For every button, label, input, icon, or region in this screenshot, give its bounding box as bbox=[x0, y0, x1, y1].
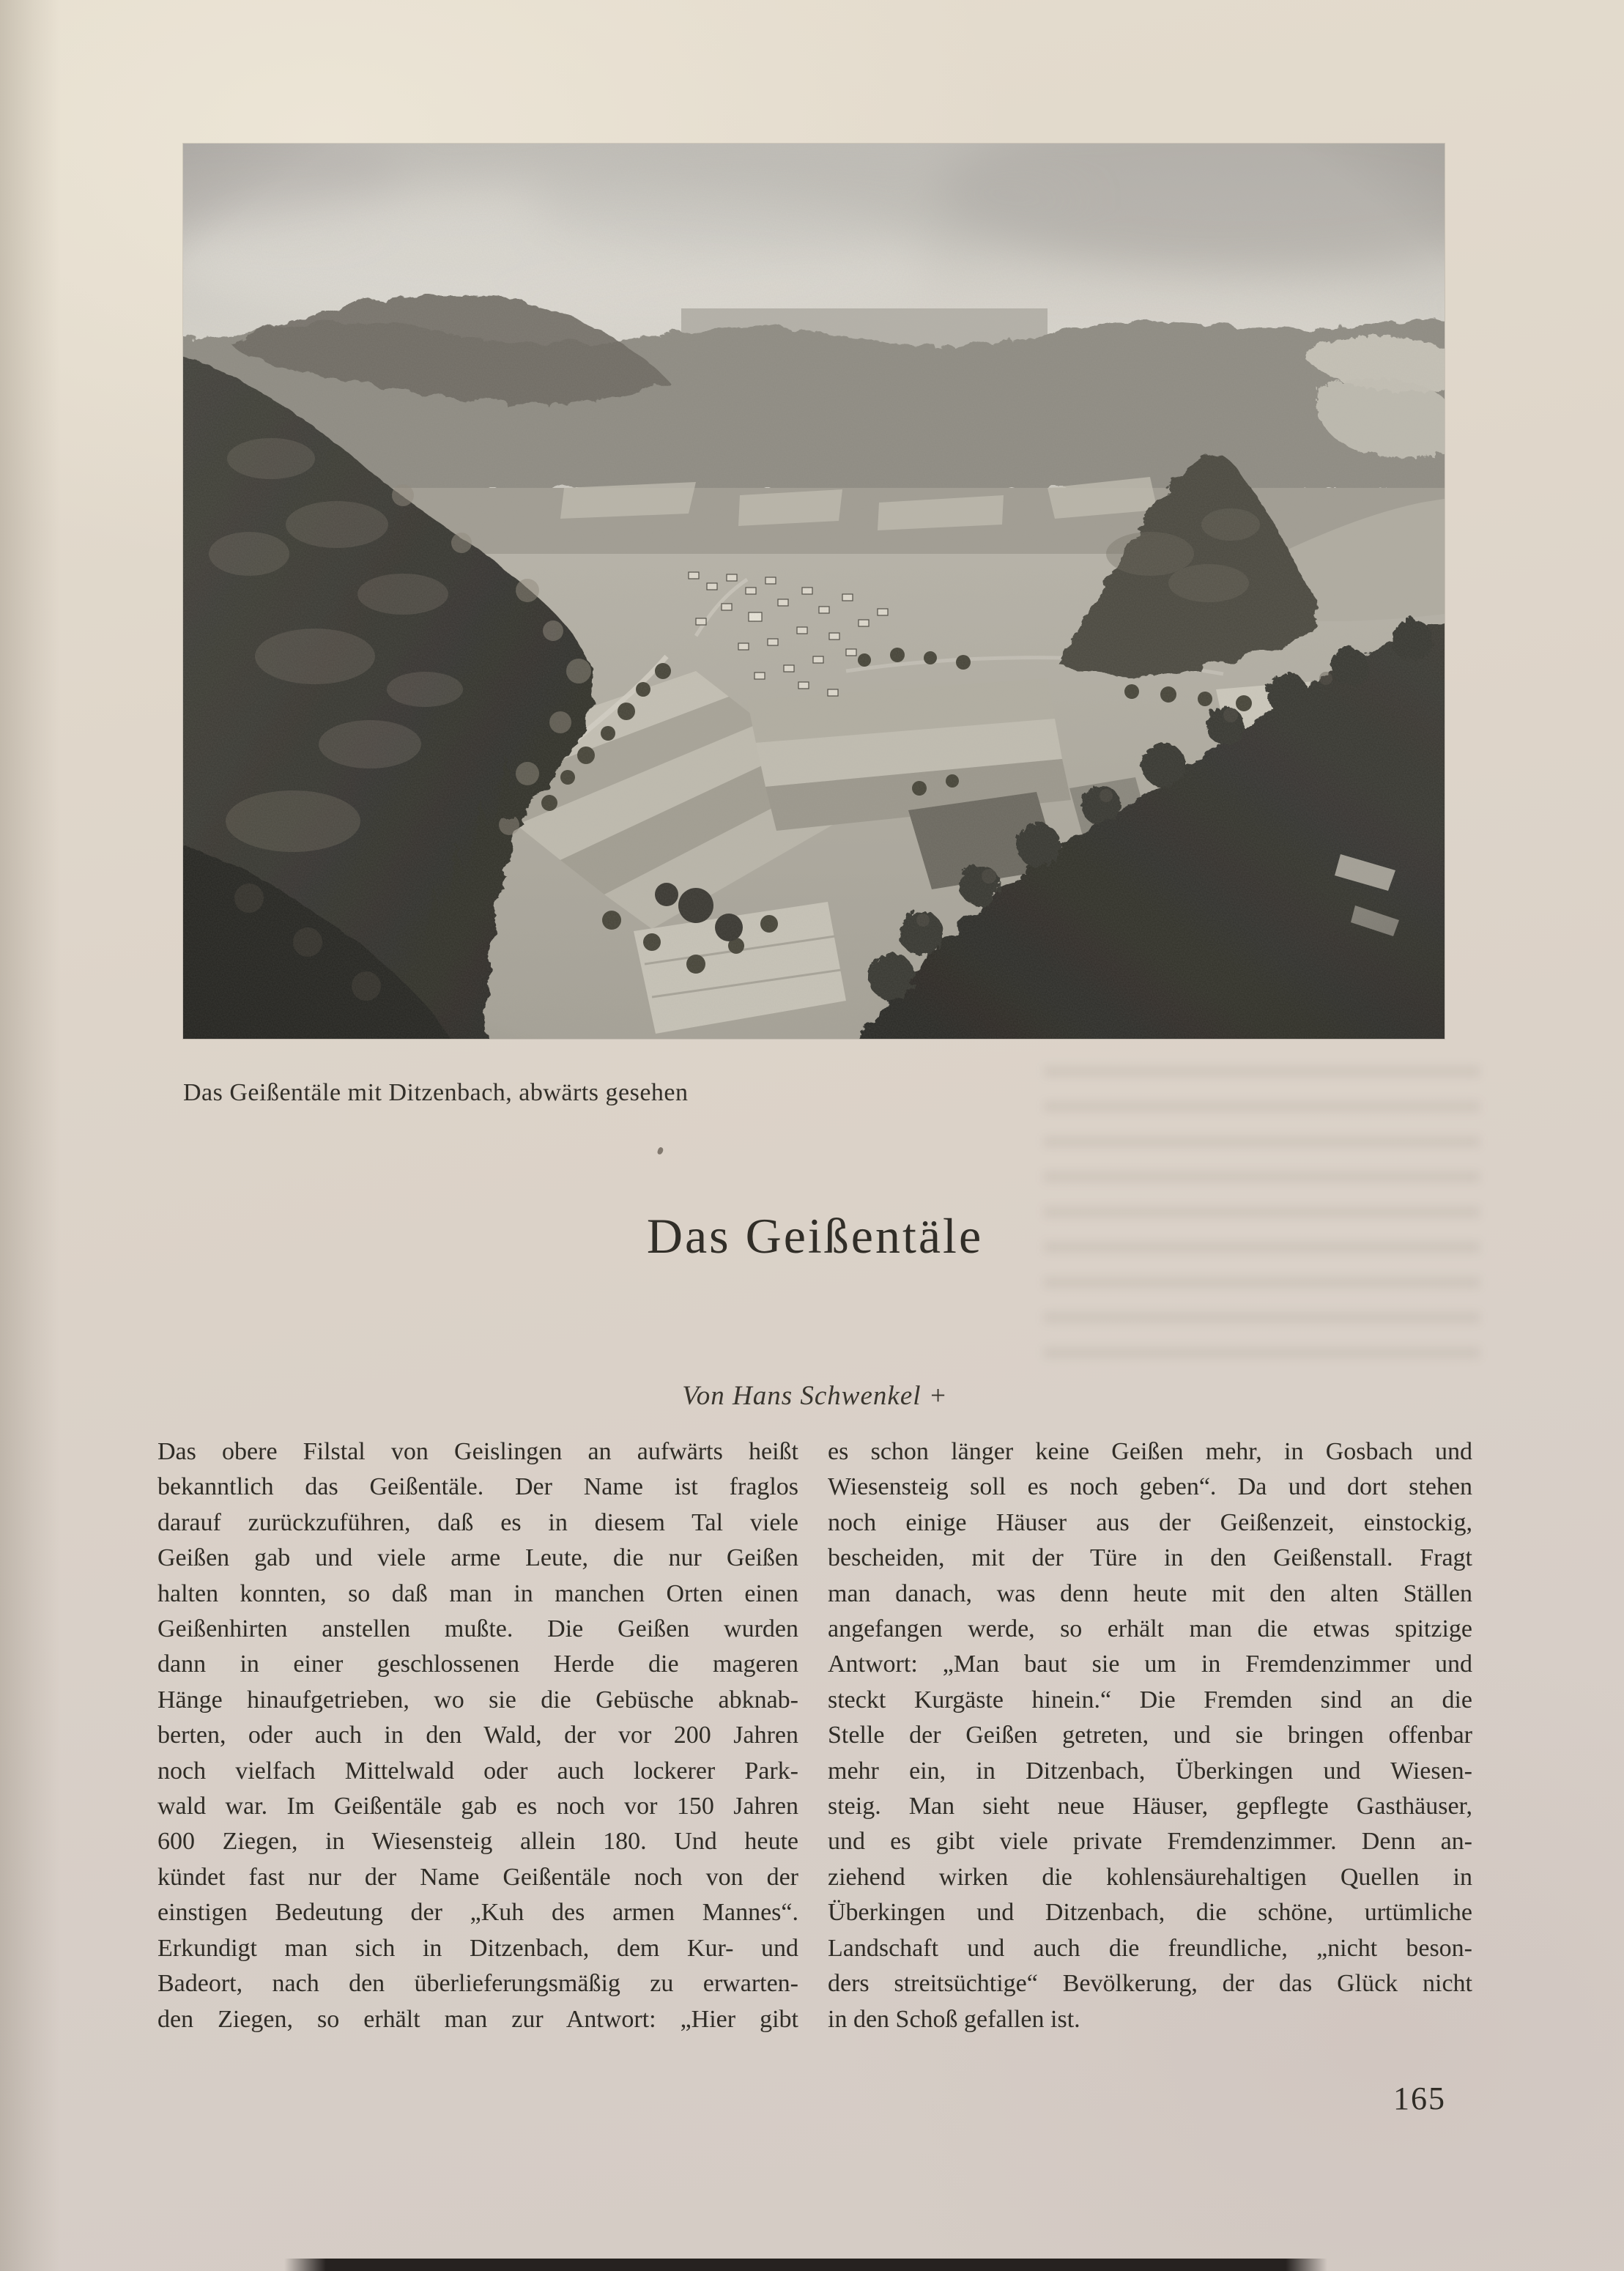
article-title: Das Geißentäle bbox=[646, 1208, 984, 1264]
valley-photograph bbox=[183, 144, 1445, 1039]
text-line: berten, oder auch in den Wald, der vor 200 Jahren bbox=[157, 1722, 798, 1749]
text-line: kündet fast nur der Name Geißentäle noch von der bbox=[157, 1863, 798, 1891]
text-line: noch vielfach Mittelwald oder auch lockerer Park- bbox=[157, 1757, 798, 1785]
text-line: Das obere Filstal von Geislingen an aufwärts heißt bbox=[157, 1438, 798, 1465]
text-line: einstigen Bedeutung der „Kuh des armen Mannes“. bbox=[157, 1899, 798, 1927]
text-line: steig. Man sieht neue Häuser, gepflegte Gasthäuser, bbox=[828, 1793, 1472, 1820]
page-number: 165 bbox=[1393, 2081, 1446, 2116]
scan-left-shadow bbox=[0, 0, 60, 2271]
text-line: Antwort: „Man baut sie um in Fremdenzimmer und bbox=[828, 1651, 1472, 1678]
text-line: Stelle der Geißen getreten, und sie bringen offenbar bbox=[828, 1722, 1472, 1749]
article-byline: Von Hans Schwenkel + bbox=[682, 1381, 948, 1411]
text-line: man danach, was denn heute mit den alten Ställen bbox=[828, 1579, 1472, 1607]
text-line: angefangen werde, so erhält man die etwas spitzige bbox=[828, 1615, 1472, 1643]
text-line: steckt Kurgäste hinein.“ Die Fremden sind an die bbox=[828, 1686, 1472, 1714]
text-line: Geißenhirten anstellen mußte. Die Geißen wurden bbox=[157, 1615, 798, 1643]
text-line: halten konnten, so daß man in manchen Orten einen bbox=[157, 1579, 798, 1607]
text-line: bescheiden, mit der Türe in den Geißenstall. Fragt bbox=[828, 1544, 1472, 1572]
text-line: dann in einer geschlossenen Herde die mageren bbox=[157, 1651, 798, 1678]
text-column-left bbox=[157, 1434, 798, 2037]
text-line: Badeort, nach den überlieferungsmäßig zu erwarten- bbox=[157, 1970, 798, 1998]
text-line: Hänge hinaufgetrieben, wo sie die Gebüsche abknab- bbox=[157, 1686, 798, 1714]
text-line: in den Schoß gefallen ist. bbox=[828, 2005, 1080, 2033]
text-line: darauf zurückzuführen, daß es in diesem Tal viele bbox=[157, 1508, 798, 1536]
text-column-right bbox=[828, 1434, 1472, 2037]
article-body bbox=[157, 1434, 1472, 2037]
text-line: Geißen gab und viele arme Leute, die nur Geißen bbox=[157, 1544, 798, 1572]
photo-caption: Das Geißentäle mit Ditzenbach, abwärts gesehen bbox=[183, 1079, 689, 1106]
text-line: es schon länger keine Geißen mehr, in Gosbach und bbox=[828, 1438, 1472, 1465]
paper-speck bbox=[657, 1146, 664, 1155]
text-line: ziehend wirken die kohlensäurehaltigen Quellen in bbox=[828, 1863, 1472, 1891]
text-line: wald war. Im Geißentäle gab es noch vor 150 Jahren bbox=[157, 1793, 798, 1820]
text-line: 600 Ziegen, in Wiesensteig allein 180. Und heute bbox=[157, 1828, 798, 1856]
valley-photo-art bbox=[183, 144, 1445, 1039]
text-line: und es gibt viele private Fremdenzimmer. Denn an- bbox=[828, 1828, 1472, 1856]
text-line: Wiesensteig soll es noch geben“. Da und dort stehen bbox=[828, 1473, 1472, 1501]
text-line: ders streitsüchtige“ Bevölkerung, der das Glück nicht bbox=[828, 1970, 1472, 1998]
text-line: noch einige Häuser aus der Geißenzeit, einstockig, bbox=[828, 1508, 1472, 1536]
text-line: bekanntlich das Geißentäle. Der Name ist fraglos bbox=[157, 1473, 798, 1501]
text-line: mehr ein, in Ditzenbach, Überkingen und Wiesen- bbox=[828, 1757, 1472, 1785]
text-line: Überkingen und Ditzenbach, die schöne, urtümliche bbox=[828, 1899, 1472, 1927]
text-line: den Ziegen, so erhält man zur Antwort: „Hier gibt bbox=[157, 2005, 798, 2033]
text-line: Landschaft und auch die freundliche, „nicht beson- bbox=[828, 1934, 1472, 1962]
text-line: Erkundigt man sich in Ditzenbach, dem Kur- und bbox=[157, 1934, 798, 1962]
bleedthrough-text-ghost bbox=[1044, 1066, 1480, 1381]
scan-bottom-edge bbox=[284, 2259, 1327, 2271]
